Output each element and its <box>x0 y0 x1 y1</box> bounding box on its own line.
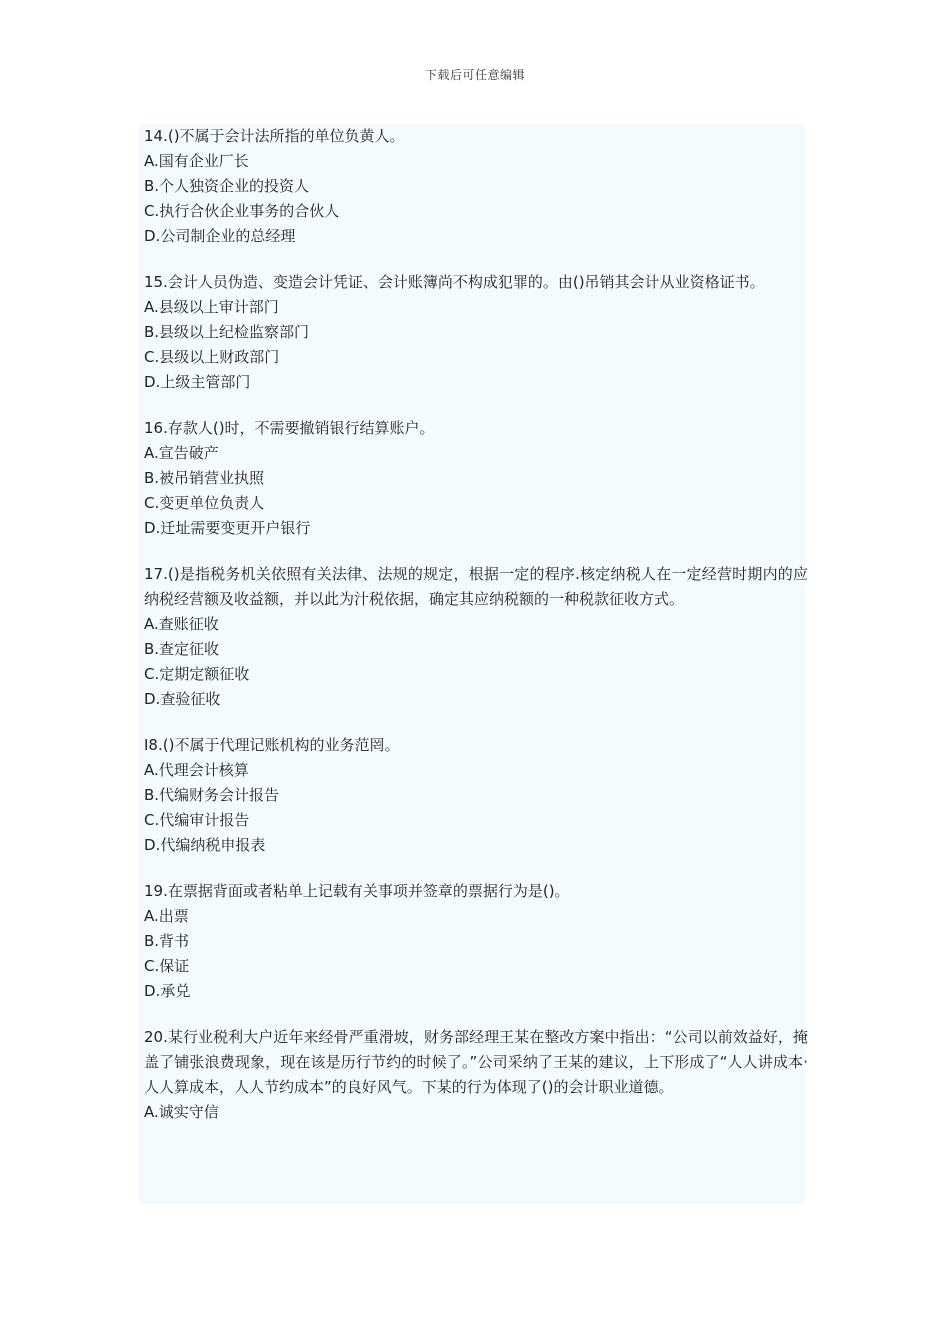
option-a: A.县级以上审计部门 <box>144 298 279 316</box>
question-14 <box>144 124 808 249</box>
question-15 <box>144 270 808 395</box>
question-stem: 20.某行业税利大户近年来经骨严重滑坡，财务部经理王某在整改方案中指出：“公司以前效益好，掩盖了铺张浪费现象，现在该是历行节约的时候了。”公司采纳了王某的建议，上下形成了“人人讲成本·人人算成本，人人节约成本”的良好风气。下某的行为体现了()的会计职业道德。 <box>144 1028 808 1096</box>
question-stem: 14.()不属于会计法所指的单位负黄人。 <box>144 127 405 145</box>
option-b: B.背书 <box>144 932 190 950</box>
option-d: D.上级主管部门 <box>144 373 251 391</box>
option-a: A.国有企业厂长 <box>144 152 249 170</box>
question-18 <box>144 733 808 858</box>
option-a: A.出票 <box>144 907 189 925</box>
question-stem: 19.在票据背面或者粘单上记载有关事项并签章的票据行为是()。 <box>144 882 570 900</box>
option-b: B.代编财务会计报告 <box>144 786 280 804</box>
option-a: A.查账征收 <box>144 615 219 633</box>
option-a: A.代理会计核算 <box>144 761 249 779</box>
option-b: B.被吊销营业执照 <box>144 469 265 487</box>
option-d: D.公司制企业的总经理 <box>144 227 296 245</box>
question-19 <box>144 879 808 1004</box>
page-header: 下载后可任意编辑 <box>424 68 525 82</box>
option-c: C.代编审计报告 <box>144 811 250 829</box>
option-a: A.诚实守信 <box>144 1103 219 1121</box>
option-b: B.个人独资企业的投资人 <box>144 177 310 195</box>
option-c: C.县级以上财政部门 <box>144 348 280 366</box>
question-stem: 17.()是指税务机关依照有关法律、法规的规定，根据一定的程序.核定纳税人在一定经营时期内的应纳税经营额及收益额，并以此为汁税依据，确定其应纳税额的一种税款征收方式。 <box>144 565 808 608</box>
question-16 <box>144 416 808 541</box>
question-17 <box>144 562 808 712</box>
option-d: D.承兑 <box>144 982 191 1000</box>
option-c: C.执行合伙企业事务的合伙人 <box>144 202 340 220</box>
question-20 <box>144 1025 808 1125</box>
option-b: B.查定征收 <box>144 640 220 658</box>
option-d: D.迁址需要变更开户银行 <box>144 519 311 537</box>
question-list <box>144 124 808 1146</box>
option-a: A.宣告破产 <box>144 444 219 462</box>
option-d: D.代编纳税申报表 <box>144 836 266 854</box>
question-stem: 16.存款人()时，不需要撤销银行结算账户。 <box>144 419 435 437</box>
option-d: D.查验征收 <box>144 690 221 708</box>
option-c: C.定期定额征收 <box>144 665 250 683</box>
option-c: C.变更单位负责人 <box>144 494 265 512</box>
question-stem: 15.会计人员伪造、变造会计凭证、会计账簿尚不构成犯罪的。由()吊销其会计从业资格证书。 <box>144 273 765 291</box>
option-c: C.保证 <box>144 957 190 975</box>
option-b: B.县级以上纪检监察部门 <box>144 323 310 341</box>
question-stem: I8.()不属于代理记账机构的业务范罔。 <box>144 736 400 754</box>
